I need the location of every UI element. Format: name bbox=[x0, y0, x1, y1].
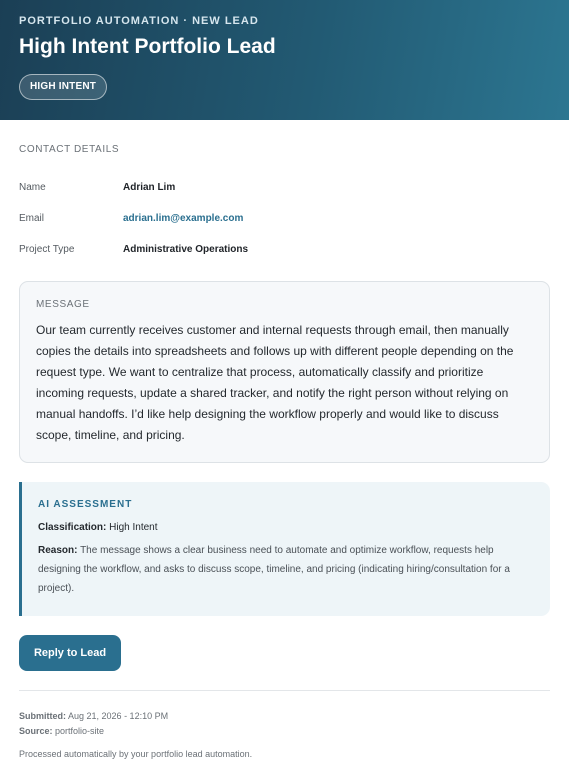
contact-label-project-type: Project Type bbox=[19, 244, 75, 255]
message-text: Our team currently receives customer and internal requests through email, then manually copies the details into spreadsheets and follows up with different people depending on the request type. We want to centralize that process, automatically classify and prioritize incoming requests, update a shared tracker, and notify the right person without relying on manual handoffs. I’d like help designing the workflow properly and would like to discuss scope, timeline, and pricing. bbox=[36, 323, 514, 442]
email-header bbox=[0, 0, 569, 120]
contact-row-name bbox=[19, 182, 550, 213]
ai-assessment-box bbox=[19, 482, 550, 616]
source-label: Source: bbox=[19, 726, 53, 736]
contact-details bbox=[19, 144, 550, 275]
submitted-line bbox=[19, 709, 168, 724]
source-value: portfolio-site bbox=[55, 726, 105, 736]
ai-classification bbox=[38, 522, 534, 533]
contact-row-email bbox=[19, 213, 550, 244]
submitted-label: Submitted: bbox=[19, 711, 66, 721]
ai-reason-label: Reason: bbox=[38, 545, 78, 556]
contact-label-email: Email bbox=[19, 213, 45, 224]
ai-classification-label: Classification: bbox=[38, 522, 107, 533]
contact-row-project-type bbox=[19, 244, 550, 275]
footer-text: Processed automatically by your portfolio lead automation. bbox=[19, 749, 253, 759]
contact-value-project-type: Administrative Operations bbox=[123, 244, 249, 255]
ai-section-label: AI ASSESSMENT bbox=[38, 499, 133, 510]
contact-section-label: CONTACT DETAILS bbox=[19, 144, 120, 155]
message-section-label: MESSAGE bbox=[36, 299, 90, 310]
contact-label-name: Name bbox=[19, 182, 46, 193]
contact-value-name: Adrian Lim bbox=[123, 182, 176, 193]
intent-badge: HIGH INTENT bbox=[19, 74, 107, 100]
source-line bbox=[19, 724, 168, 739]
ai-classification-value: High Intent bbox=[109, 522, 158, 533]
submitted-value: Aug 21, 2026 - 12:10 PM bbox=[68, 711, 169, 721]
divider bbox=[19, 690, 550, 691]
header-eyebrow: PORTFOLIO AUTOMATION · NEW LEAD bbox=[19, 15, 259, 27]
page-title: High Intent Portfolio Lead bbox=[19, 35, 276, 58]
submission-meta bbox=[19, 709, 168, 739]
reply-to-lead-button[interactable]: Reply to Lead bbox=[19, 635, 121, 671]
ai-reason-value: The message shows a clear business need to automate and optimize workflow, requests help designing the workflow, and asks to discuss scope, timeline, and pricing (indicating hiring/consultation for a project). bbox=[38, 545, 510, 594]
ai-reason bbox=[38, 541, 534, 598]
email-link[interactable]: adrian.lim@example.com bbox=[123, 213, 244, 224]
message-box bbox=[19, 281, 550, 463]
